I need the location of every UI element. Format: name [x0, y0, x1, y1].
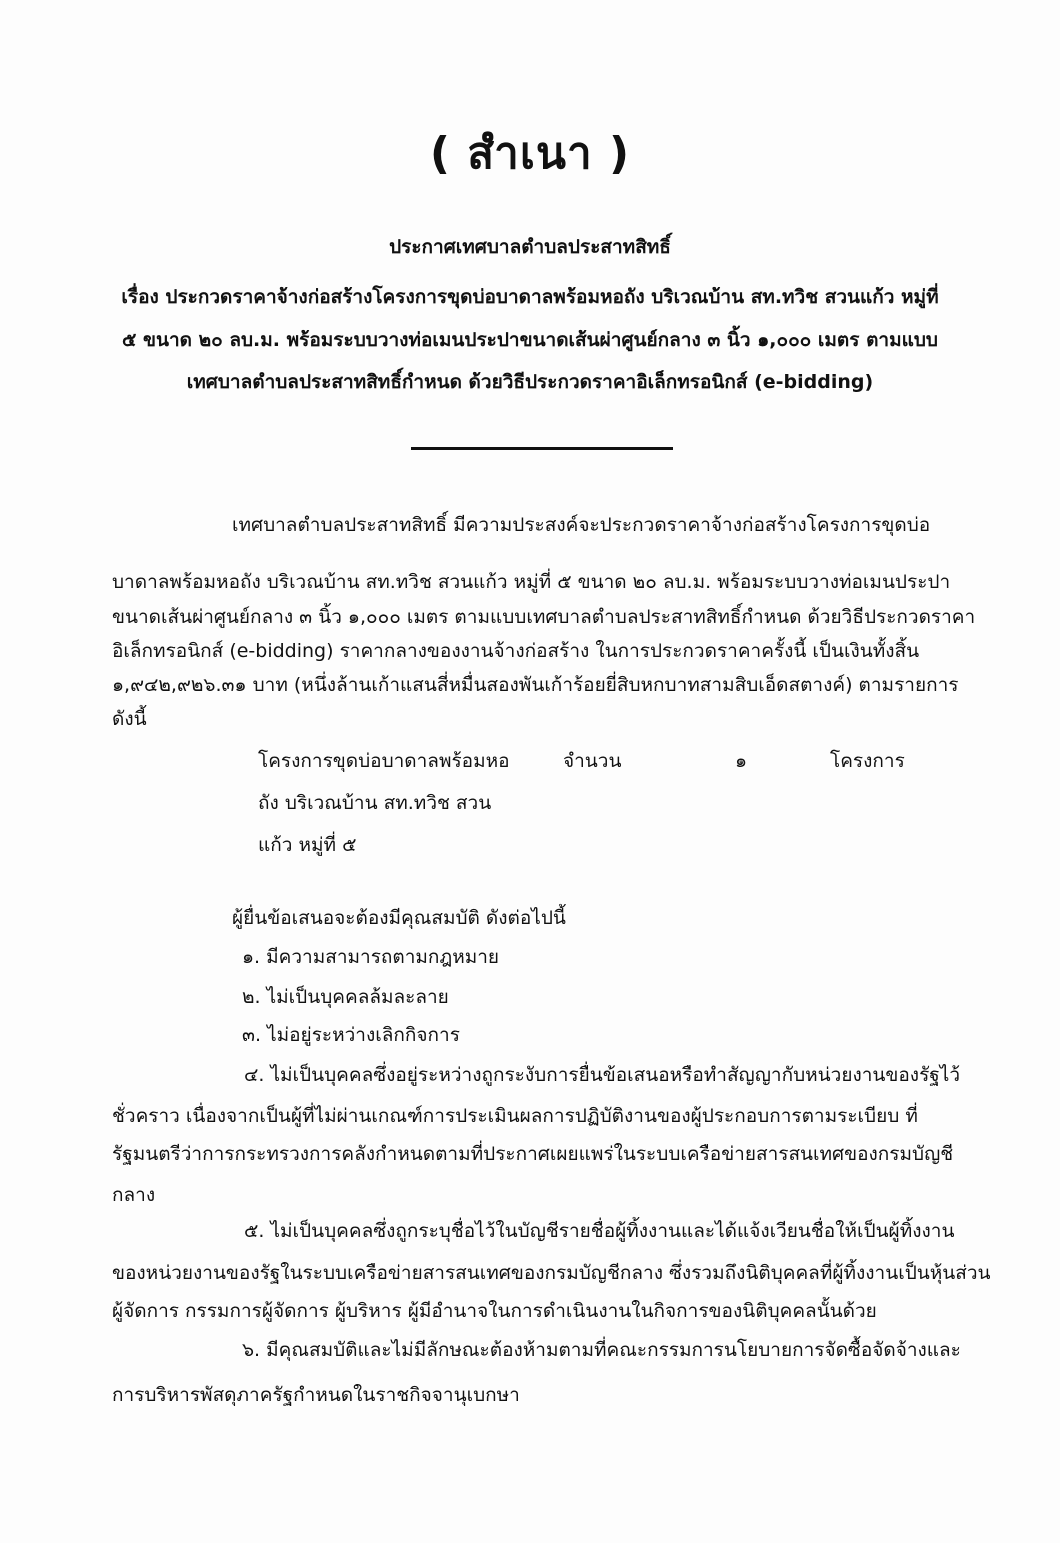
qualification-item: ๕. ไม่เป็นบุคคลซึ่งถูกระบุชื่อไว้ในบัญชีรายชื่อผู้ทิ้งงานและได้แจ้งเวียนชื่อให้เป็นผู้ทิ้งงาน: [244, 1220, 955, 1242]
intro-line: ขนาดเส้นผ่าศูนย์กลาง ๓ นิ้ว ๑,๐๐๐ เมตร ตามแบบเทศบาลตำบลประสาทสิทธิ์กำหนด ด้วยวิธีประกวดราคา: [112, 606, 976, 628]
qualification-item: ๔. ไม่เป็นบุคคลซึ่งอยู่ระหว่างถูกระงับการยื่นข้อเสนอหรือทำสัญญากับหน่วยงานของรัฐไว้: [244, 1064, 960, 1086]
intro-line: เทศบาลตำบลประสาทสิทธิ์ มีความประสงค์จะประกวดราคาจ้างก่อสร้างโครงการขุดบ่อ: [232, 514, 931, 536]
announcement-org: ประกาศเทศบาลตำบลประสาทสิทธิ์: [389, 236, 671, 258]
intro-line: อิเล็กทรอนิกส์ (e-bidding) ราคากลางของงานจ้างก่อสร้าง ในการประกวดราคาครั้งนี้ เป็นเงินทั้งสิ้น: [112, 640, 920, 662]
intro-line: ๑,๙๔๒,๙๒๖.๓๑ บาท (หนึ่งล้านเก้าแสนสี่หมื่นสองพันเก้าร้อยยี่สิบหกบาทสามสิบเอ็ดสตางค์) ตามรายการ: [112, 674, 959, 696]
announcement-title-line: ๕ ขนาด ๒๐ ลบ.ม. พร้อมระบบวางท่อเมนประปาขนาดเส้นผ่าศูนย์กลาง ๓ นิ้ว ๑,๐๐๐ เมตร ตามแบบ: [122, 329, 938, 351]
qualification-item: ๑. มีความสามารถตามกฎหมาย: [242, 946, 500, 968]
item-unit: โครงการ: [830, 750, 905, 772]
divider-line: [411, 447, 673, 450]
qualification-item-cont: การบริหารพัสดุภาครัฐกำหนดในราชกิจจานุเบกษา: [112, 1384, 520, 1406]
qualifications-heading: ผู้ยื่นข้อเสนอจะต้องมีคุณสมบัติ ดังต่อไปนี้: [232, 907, 566, 929]
item-name-line: ถัง บริเวณบ้าน สท.ทวิช สวน: [258, 792, 492, 814]
item-qty: ๑: [735, 750, 748, 772]
qualification-item-cont: ชั่วคราว เนื่องจากเป็นผู้ที่ไม่ผ่านเกณฑ์การประเมินผลการปฏิบัติงานของผู้ประกอบการตามระเบียบ ที่: [112, 1105, 918, 1127]
intro-line: บาดาลพร้อมหอถัง บริเวณบ้าน สท.ทวิช สวนแก้ว หมู่ที่ ๕ ขนาด ๒๐ ลบ.ม. พร้อมระบบวางท่อเมนประปา: [112, 571, 951, 593]
qualification-item-cont: ผู้จัดการ กรรมการผู้จัดการ ผู้บริหาร ผู้มีอำนาจในการดำเนินงานในกิจการของนิติบุคคลนั้นด้วย: [112, 1300, 877, 1322]
qualification-item: ๖. มีคุณสมบัติและไม่มีลักษณะต้องห้ามตามที่คณะกรรมการนโยบายการจัดซื้อจัดจ้างและ: [242, 1339, 961, 1361]
qualification-item: ๒. ไม่เป็นบุคคลล้มละลาย: [242, 986, 449, 1008]
qualification-item-cont: รัฐมนตรีว่าการกระทรวงการคลังกำหนดตามที่ประกาศเผยแพร่ในระบบเครือข่ายสารสนเทศของกรมบัญชี: [112, 1143, 954, 1165]
item-qty-label: จำนวน: [563, 750, 622, 772]
item-name-line: แก้ว หมู่ที่ ๕: [258, 834, 357, 856]
qualification-item-cont: ของหน่วยงานของรัฐในระบบเครือข่ายสารสนเทศของกรมบัญชีกลาง ซึ่งรวมถึงนิติบุคคลที่ผู้ทิ้งงานเป็นหุ้นส่วน: [112, 1262, 991, 1284]
intro-line: ดังนี้: [112, 708, 147, 730]
qualification-item-cont: กลาง: [112, 1184, 156, 1206]
copy-stamp: ( สำเนา ): [429, 128, 631, 179]
announcement-title-line: เทศบาลตำบลประสาทสิทธิ์กำหนด ด้วยวิธีประกวดราคาอิเล็กทรอนิกส์ (e-bidding): [186, 371, 874, 393]
announcement-title-line: เรื่อง ประกวดราคาจ้างก่อสร้างโครงการขุดบ่อบาดาลพร้อมหอถัง บริเวณบ้าน สท.ทวิช สวนแก้ว หมู่ที่: [121, 286, 939, 308]
item-name-line: โครงการขุดบ่อบาดาลพร้อมหอ: [258, 750, 510, 772]
qualification-item: ๓. ไม่อยู่ระหว่างเลิกกิจการ: [242, 1024, 460, 1046]
